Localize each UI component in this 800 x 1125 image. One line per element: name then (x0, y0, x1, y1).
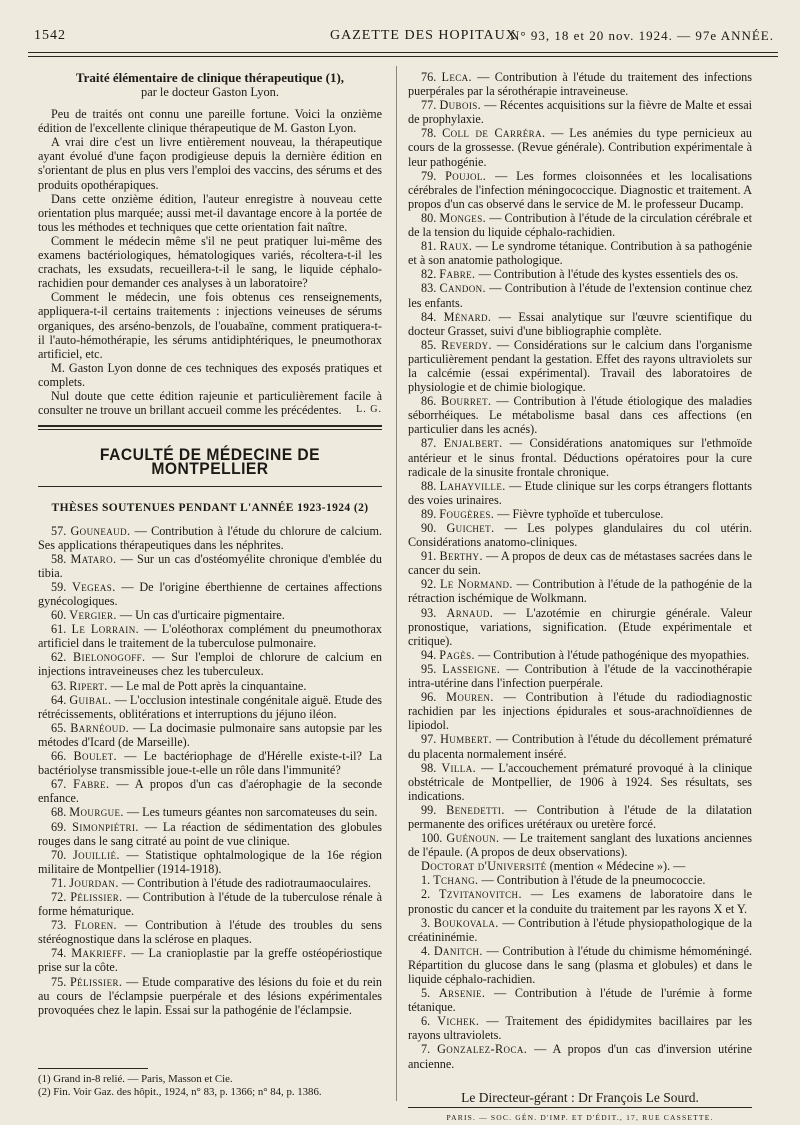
thesis-author: Berthy. (439, 549, 483, 564)
thesis-entry (408, 521, 752, 549)
thesis-text: — Traitement des épididymites bacillaires par les rayons ultraviolets. (408, 1014, 753, 1043)
thesis-author: Guichet. (446, 521, 495, 535)
thesis-author: Boulet. (73, 749, 117, 764)
thesis-text: — Contribution à l'étude pathogénique des myopathies. (478, 647, 750, 662)
thesis-number: 59. (51, 579, 67, 594)
review-body (38, 107, 382, 417)
thesis-entry (408, 761, 752, 803)
thesis-author: Humbert. (440, 732, 493, 747)
thesis-number: 7. (421, 1042, 431, 1057)
thesis-entry (38, 975, 382, 1017)
thesis-number: 82. (421, 267, 437, 282)
column-divider (396, 66, 397, 1101)
thesis-text: — Les polypes glandulaires du col utérin. Considérations anatomo-cliniques. (408, 521, 753, 550)
thesis-number: 1. (421, 873, 431, 888)
thesis-author: Le Normand. (439, 577, 513, 592)
faculty-rule (38, 486, 382, 487)
thesis-number: 61. (51, 622, 67, 637)
thesis-number: 79. (421, 168, 437, 183)
theses-list-right (408, 70, 752, 859)
thesis-number: 87. (421, 436, 437, 451)
thesis-author: Villa. (441, 760, 477, 775)
thesis-entry (408, 606, 752, 648)
thesis-number: 95. (421, 661, 437, 676)
thesis-entry (408, 916, 752, 944)
thesis-number: 100. (421, 831, 443, 846)
thesis-author: Bourret. (441, 394, 492, 409)
thesis-number: 62. (51, 650, 67, 665)
thesis-entry (408, 211, 752, 239)
thesis-number: 81. (421, 239, 437, 254)
thesis-number: 72. (51, 889, 67, 904)
thesis-text: — Contribution à l'étude du chlorure de calcium. Ses applications thérapeutiques dans les néphrites. (38, 523, 383, 552)
thesis-text: — Contribution à l'étude du traitement des infections puerpérales par la sérothérapie intraveineuse. (408, 70, 753, 99)
thesis-text: — Contribution à l'étude du chimisme hémoméningé. Répartition du glucose dans le sang (plasma et globules) et dans le liquide céphalo-rachidien. (408, 943, 753, 986)
thesis-author: Pélissier. (70, 974, 123, 989)
thesis-text: — Etude comparative des lésions du foie et du rein au cours de l'éclampsie puerpérale et des lésions expérimentales provoquées chez le lapin. Essai sur la pathogénie de l'éclampsie. (38, 974, 382, 1017)
footnote-2: (2) Fin. Voir Gaz. des hôpit., 1924, n° 83, p. 1366; n° 84, p. 1386. (38, 1086, 322, 1098)
thesis-author: Arsenie. (438, 986, 486, 1001)
thesis-text: — Contribution à l'étude physiopathologique de la créatininémie. (408, 915, 753, 944)
thesis-text: — La réaction de sédimentation des globules rouges dans le sang citraté au point de vue clinique. (38, 819, 383, 848)
thesis-number: 84. (421, 309, 437, 324)
doctorat-list (408, 873, 752, 1070)
thesis-author: Pélissier. (70, 889, 123, 904)
thesis-text: — L'oléothorax complément du pneumothorax artificiel dans le traitement de la tuberculose pulmonaire. (38, 622, 382, 651)
thesis-entry (38, 679, 382, 693)
review-signature: L. G. (356, 404, 382, 416)
thesis-entry (408, 732, 752, 760)
thesis-entry (38, 918, 382, 946)
section-separator (38, 425, 382, 430)
thesis-text: — A propos de deux cas de métastases sacrées dans le cancer du sein. (408, 549, 752, 578)
theses-subtitle: THÈSES SOUTENUES PENDANT L'ANNÉE 1923-1924 (2) (51, 502, 369, 515)
thesis-author: Jourdan. (69, 875, 119, 890)
thesis-text: — Contribution à l'étude de l'urémie à forme tétanique. (408, 986, 752, 1015)
thesis-number: 89. (421, 506, 437, 521)
footnotes (38, 1068, 382, 1099)
thesis-text: — Etude clinique sur les corps étrangers flottants des voies urinaires. (408, 478, 753, 507)
doctorat-heading (408, 859, 752, 873)
thesis-entry (408, 338, 752, 394)
thesis-text: — Statistique ophtalmologique de la 16e région militaire de Montpellier (1914-1918). (38, 847, 382, 876)
thesis-text: — Contribution à l'étude des troubles du sens stéréognostique dans la sclérose en plaques. (38, 918, 383, 947)
thesis-text: — A propos d'un cas d'inversion utérine ancienne. (408, 1042, 752, 1071)
thesis-entry (408, 70, 752, 98)
thesis-number: 94. (421, 647, 437, 662)
thesis-number: 97. (421, 732, 437, 747)
thesis-entry (38, 552, 382, 580)
thesis-entry (408, 169, 752, 211)
thesis-entry (408, 507, 752, 521)
thesis-text: — Contribution à l'étude de la dilatation permanente des orifices urétéraux ou uretère forcé. (408, 802, 753, 831)
thesis-number: 58. (51, 551, 67, 566)
thesis-text: — Sur un cas d'ostéomyélite chronique d'emblée du tibia. (38, 551, 382, 580)
thesis-number: 78. (421, 126, 437, 141)
thesis-author: Benedetti. (446, 802, 505, 817)
thesis-author: Ménard. (443, 309, 492, 324)
thesis-text: — Contribution à l'étude du radiodiagnostic rachidien par les injections épidurales et sous-arachnoïdiennes de lipiodol. (408, 690, 752, 733)
thesis-entry (38, 805, 382, 819)
thesis-entry (408, 310, 752, 338)
thesis-number: 2. (421, 887, 431, 902)
thesis-author: Mourgue. (69, 805, 124, 820)
thesis-entry (408, 126, 752, 168)
thesis-number: 73. (51, 918, 67, 933)
thesis-author: Enjalbert. (443, 436, 503, 451)
thesis-number: 83. (421, 281, 437, 296)
thesis-author: Fougères. (439, 506, 495, 521)
thesis-number: 77. (421, 98, 437, 113)
thesis-author: Coll de Carréra. (442, 126, 546, 141)
thesis-author: Candon. (439, 281, 486, 296)
printer-imprint: PARIS. — SOC. GÉN. D'IMP. ET D'ÉDIT., 17, RUE CASSETTE. (446, 1112, 714, 1122)
thesis-number: 6. (421, 1014, 431, 1029)
thesis-text: — Contribution à l'étude de la pneumococcie. (481, 873, 706, 888)
thesis-entry (408, 831, 752, 859)
thesis-number: 99. (421, 802, 437, 817)
review-paragraph: Comment le médecin, une fois obtenus ces renseignements, appliquera-t-il certains traitements : injections veineuses de sérums organiques, des arséno-benzols, de l'ouabaïne, comment pratiquera-t-il l'auto-hémothérapie, les sérums antidiphtériques, le pneumothorax artificiel, etc. (38, 290, 382, 361)
thesis-text: — Les examens de laboratoire dans le pronostic du cancer et la conduite du traitement par les rayons X et Y. (408, 887, 753, 916)
thesis-entry (408, 549, 752, 577)
thesis-entry (38, 650, 382, 678)
issue-info: N° 93, 18 et 20 nov. 1924. — 97e ANNÉE. (510, 28, 774, 43)
thesis-author: Vegeas. (72, 579, 116, 594)
thesis-number: 76. (421, 70, 437, 84)
thesis-text: — Essai analytique sur l'œuvre scientifique du docteur Grasset, suivi d'une bibliographie complète. (408, 309, 753, 338)
thesis-text: — Sur l'emploi de chlorure de calcium en injections intraveineuses chez les tuberculeux. (38, 650, 382, 679)
thesis-author: Mataro. (70, 551, 117, 566)
thesis-number: 70. (51, 847, 67, 862)
review-title: Traité élémentaire de clinique thérapeutique (1), (75, 70, 345, 85)
thesis-entry (408, 479, 752, 507)
thesis-author: Boukovala. (433, 915, 499, 930)
thesis-author: Monges. (439, 210, 487, 225)
thesis-author: Mouren. (446, 690, 494, 705)
thesis-number: 80. (421, 210, 437, 225)
thesis-author: Vergier. (69, 608, 117, 623)
thesis-entry (38, 777, 382, 805)
thesis-author: Raux. (439, 239, 473, 254)
thesis-entry (408, 690, 752, 732)
thesis-author: Arnaud. (446, 605, 494, 620)
thesis-text: — Les formes cloisonnées et les localisations cérébrales de l'infection méningococcique. Diagnostic et traitement. A propos d'un cas observé dans le service de M. le professeur Ducamp. (408, 168, 753, 211)
thesis-entry (408, 873, 752, 887)
review-paragraph: M. Gaston Lyon donne de ces techniques des exposés pratiques et complets. (38, 360, 382, 389)
thesis-text: — Contribution à l'étude des radiotraumaoculaires. (121, 875, 372, 890)
thesis-entry (38, 946, 382, 974)
footnote-1: (1) Grand in-8 relié. — Paris, Masson et Cie. (38, 1073, 233, 1085)
thesis-number: 85. (421, 337, 437, 352)
thesis-entry (408, 662, 752, 690)
thesis-text: — Contribution à l'étude de la vaccinothérapie intra-utérine dans l'infection puerpérale. (408, 661, 753, 691)
thesis-text: — Contribution à l'étude de la circulation cérébrale et de la tension du liquide céphalo-rachidien. (408, 210, 753, 240)
thesis-text: — L'accouchement prématuré provoqué à la clinique obstétricale de Montpellier, de 1906 à 1924. Ses résultats, ses indications. (408, 760, 753, 803)
thesis-entry (38, 876, 382, 890)
thesis-author: Vichek. (437, 1014, 480, 1029)
thesis-author: Le Lorrain. (71, 622, 140, 637)
thesis-entry (408, 436, 752, 478)
review-byline: par le docteur Gaston Lyon. (141, 85, 279, 99)
thesis-author: Barnéoud. (70, 720, 130, 735)
thesis-text: — Le mal de Pott après la cinquantaine. (110, 678, 307, 693)
thesis-author: Makrieff. (71, 946, 127, 961)
thesis-entry (408, 98, 752, 126)
thesis-entry (38, 848, 382, 876)
thesis-number: 71. (51, 875, 67, 890)
thesis-text: — L'azotémie en chirurgie générale. Valeur pronostique, variations, signification. (Etude expérimentale et critique). (408, 605, 753, 648)
thesis-entry (408, 281, 752, 309)
thesis-number: 63. (51, 678, 67, 693)
thesis-number: 64. (51, 692, 67, 707)
thesis-text: — La cranioplastie par la greffe ostéopériostique prise sur la côte. (38, 946, 382, 975)
thesis-entry (38, 524, 382, 552)
thesis-entry (38, 622, 382, 650)
page-number: 1542 (34, 28, 66, 43)
thesis-entry (408, 803, 752, 831)
thesis-text: — Les tumeurs géantes non sarcomateuses du sein. (126, 805, 378, 820)
thesis-author: Gouneaud. (70, 523, 131, 538)
thesis-number: 91. (421, 549, 437, 564)
thesis-entry (38, 608, 382, 622)
thesis-entry (408, 1014, 752, 1042)
thesis-author: Lasseigne. (442, 661, 501, 676)
thesis-entry (38, 749, 382, 777)
thesis-text: — Le bactériophage de d'Hérelle existe-t-il? La bactériolyse transmissible joue-t-elle un rôle dans l'immunité? (38, 749, 383, 778)
thesis-entry (408, 394, 752, 436)
thesis-text: — L'occlusion intestinale congénitale aiguë. Etude des rétrécissements, oblitérations et interruptions du jéjuno iléon. (38, 692, 383, 721)
thesis-entry (38, 580, 382, 608)
thesis-number: 92. (421, 577, 437, 592)
left-column (38, 70, 382, 1105)
thesis-number: 86. (421, 394, 437, 409)
thesis-number: 93. (421, 605, 437, 620)
thesis-author: Bielonogoff. (73, 650, 146, 665)
thesis-entry (408, 1042, 752, 1070)
running-head (34, 26, 774, 48)
review-paragraph: Nul doute que cette édition rajeunie et particulièrement facile à consulter ne trouve un brillant accueil comme les précédentes. (38, 388, 382, 418)
thesis-entry (408, 944, 752, 986)
header-rule (28, 52, 778, 57)
thesis-text: — La docimasie pulmonaire sans autopsie par les métodes d'Icard (de Marseille). (38, 720, 383, 749)
footnote-rule (38, 1068, 148, 1069)
thesis-entry (408, 239, 752, 267)
thesis-text: — Contribution à l'étude de la pathogénie de la rétraction ischémique de Wolkmann. (408, 577, 753, 606)
review-paragraph: Peu de traités ont connu une pareille fortune. Voici la onzième édition de l'excellente clinique thérapeutique de M. Gaston Lyon. (38, 107, 382, 136)
director-rule (408, 1107, 752, 1108)
thesis-number: 98. (421, 760, 437, 775)
thesis-number: 69. (51, 819, 67, 834)
thesis-text: — Fièvre typhoïde et tuberculose. (497, 506, 664, 521)
thesis-number: 5. (421, 986, 431, 1001)
thesis-number: 74. (51, 946, 67, 961)
thesis-author: Ripert. (69, 678, 108, 693)
thesis-number: 96. (421, 690, 437, 705)
thesis-author: Pagès. (439, 647, 476, 662)
theses-list-left (38, 524, 382, 1017)
thesis-author: Lahayville. (439, 478, 506, 493)
thesis-number: 65. (51, 720, 67, 735)
thesis-entry (408, 887, 752, 915)
thesis-number: 60. (51, 608, 67, 623)
thesis-text: — Contribution à l'étude de la tuberculose rénale à forme hématurique. (38, 889, 383, 919)
thesis-text: — Considérations sur le calcium dans l'organisme particulièrement pendant la gestation. Effet des rayons ultraviolets sur la calcémie (essai expérimental). Travail des laboratoires de physiologie et de chimie biologique. (408, 337, 753, 395)
thesis-text: — Récentes acquisitions sur la fièvre de Malte et essai de prophylaxie. (408, 98, 752, 127)
thesis-text: — Le syndrome tétanique. Contribution à sa pathogénie et à son anatomie pathologique. (408, 239, 752, 268)
thesis-text: — Les anémies du type pernicieux au cours de la grossesse. (Revue générale). Contribution expérimentale à leur pathogénie. (408, 126, 753, 169)
thesis-author: Leca. (441, 70, 473, 84)
thesis-text: — Le traitement sanglant des luxations anciennes de l'épaule. (A propos de deux observations). (408, 831, 753, 860)
thesis-author: Simonpiétri. (72, 819, 139, 834)
thesis-author: Gonzalez-Roca. (437, 1042, 528, 1057)
thesis-author: Reverdy. (441, 337, 492, 352)
right-column (408, 70, 753, 1122)
thesis-entry (38, 721, 382, 749)
thesis-text: — Considérations anatomiques sur l'ethmoïde antérieur et le sinus frontal. Déductions opératoires pour la cure radicale de la sinusite frontale chronique. (408, 436, 753, 479)
thesis-number: 90. (421, 521, 437, 535)
thesis-entry (408, 986, 752, 1014)
thesis-text: — Contribution à l'étude de l'extension continue chez les enfants. (408, 281, 753, 310)
thesis-author: Fabre. (73, 777, 110, 792)
doctorat-label: Doctorat d'Université (421, 859, 547, 874)
thesis-entry (408, 577, 752, 605)
faculty-title: FACULTÉ DE MÉDECINE DE MONTPELLIER (99, 445, 321, 479)
thesis-text: — Contribution à l'étude des kystes essentiels des os. (478, 267, 739, 282)
journal-title: GAZETTE DES HOPITAUX (330, 28, 517, 43)
thesis-number: 57. (51, 523, 67, 538)
doctorat-mention: (mention « Médecine »). — (549, 859, 686, 874)
thesis-text: — Contribution à l'étude du décollement prématuré du placenta normalement inséré. (408, 732, 752, 761)
review-paragraph: Dans cette onzième édition, l'auteur enregistre à nouveau cette orientation plus marquée; aussi met-il davantage encore à la portée de tous les méthodes et techniques que cette orientation fait naître. (38, 191, 382, 234)
thesis-number: 4. (421, 943, 431, 958)
review-paragraph: Comment le médecin même s'il ne peut pratiquer lui-même des examens bactériologiques, hématologiques variés, récoltera-t-il les crachats, les exsudats, recueillera-t-il le sang, le liquide céphalo-rachidien pour demander ces analyses à un laboratoire? (38, 233, 382, 291)
thesis-number: 3. (421, 915, 431, 930)
thesis-text: — A propos d'un cas d'aérophagie de la seconde enfance. (38, 777, 382, 806)
director-line: Le Directeur-gérant : Dr François Le Sourd. (461, 1089, 699, 1105)
thesis-text: — Un cas d'urticaire pigmentaire. (119, 608, 285, 623)
review-paragraph: A vrai dire c'est un livre entièrement nouveau, la thérapeutique ayant évolué d'une façon prodigieuse depuis la dernière édition en s'orientant de plus en plus vers l'emploi des vaccins, des sérums et des produits opothérapiques. (38, 135, 382, 192)
thesis-text: — Contribution à l'étude étiologique des maladies séborrhéiques. Le métabolisme basal dans ces affections (en particulier dans les acnés). (408, 394, 752, 437)
thesis-number: 75. (51, 974, 67, 989)
thesis-number: 68. (51, 805, 67, 820)
thesis-author: Guibal. (69, 692, 112, 707)
thesis-author: Guénoun. (446, 831, 500, 846)
thesis-entry (408, 267, 752, 281)
thesis-author: Tchang. (433, 873, 479, 888)
thesis-entry (38, 890, 382, 918)
thesis-author: Poujol. (445, 168, 487, 183)
thesis-author: Danitch. (433, 943, 483, 958)
thesis-number: 88. (421, 478, 437, 493)
thesis-author: Fabre. (439, 267, 476, 282)
thesis-number: 67. (51, 777, 67, 792)
thesis-author: Dubois. (439, 98, 482, 113)
thesis-text: — De l'origine éberthienne de certaines affections gynécologiques. (38, 579, 382, 608)
thesis-entry (408, 648, 752, 662)
thesis-author: Tzvitanovitch. (439, 887, 522, 902)
thesis-entry (38, 820, 382, 848)
thesis-author: Jouillié. (72, 847, 120, 862)
thesis-author: Floren. (74, 918, 117, 933)
thesis-number: 66. (51, 749, 67, 764)
thesis-entry (38, 693, 382, 721)
